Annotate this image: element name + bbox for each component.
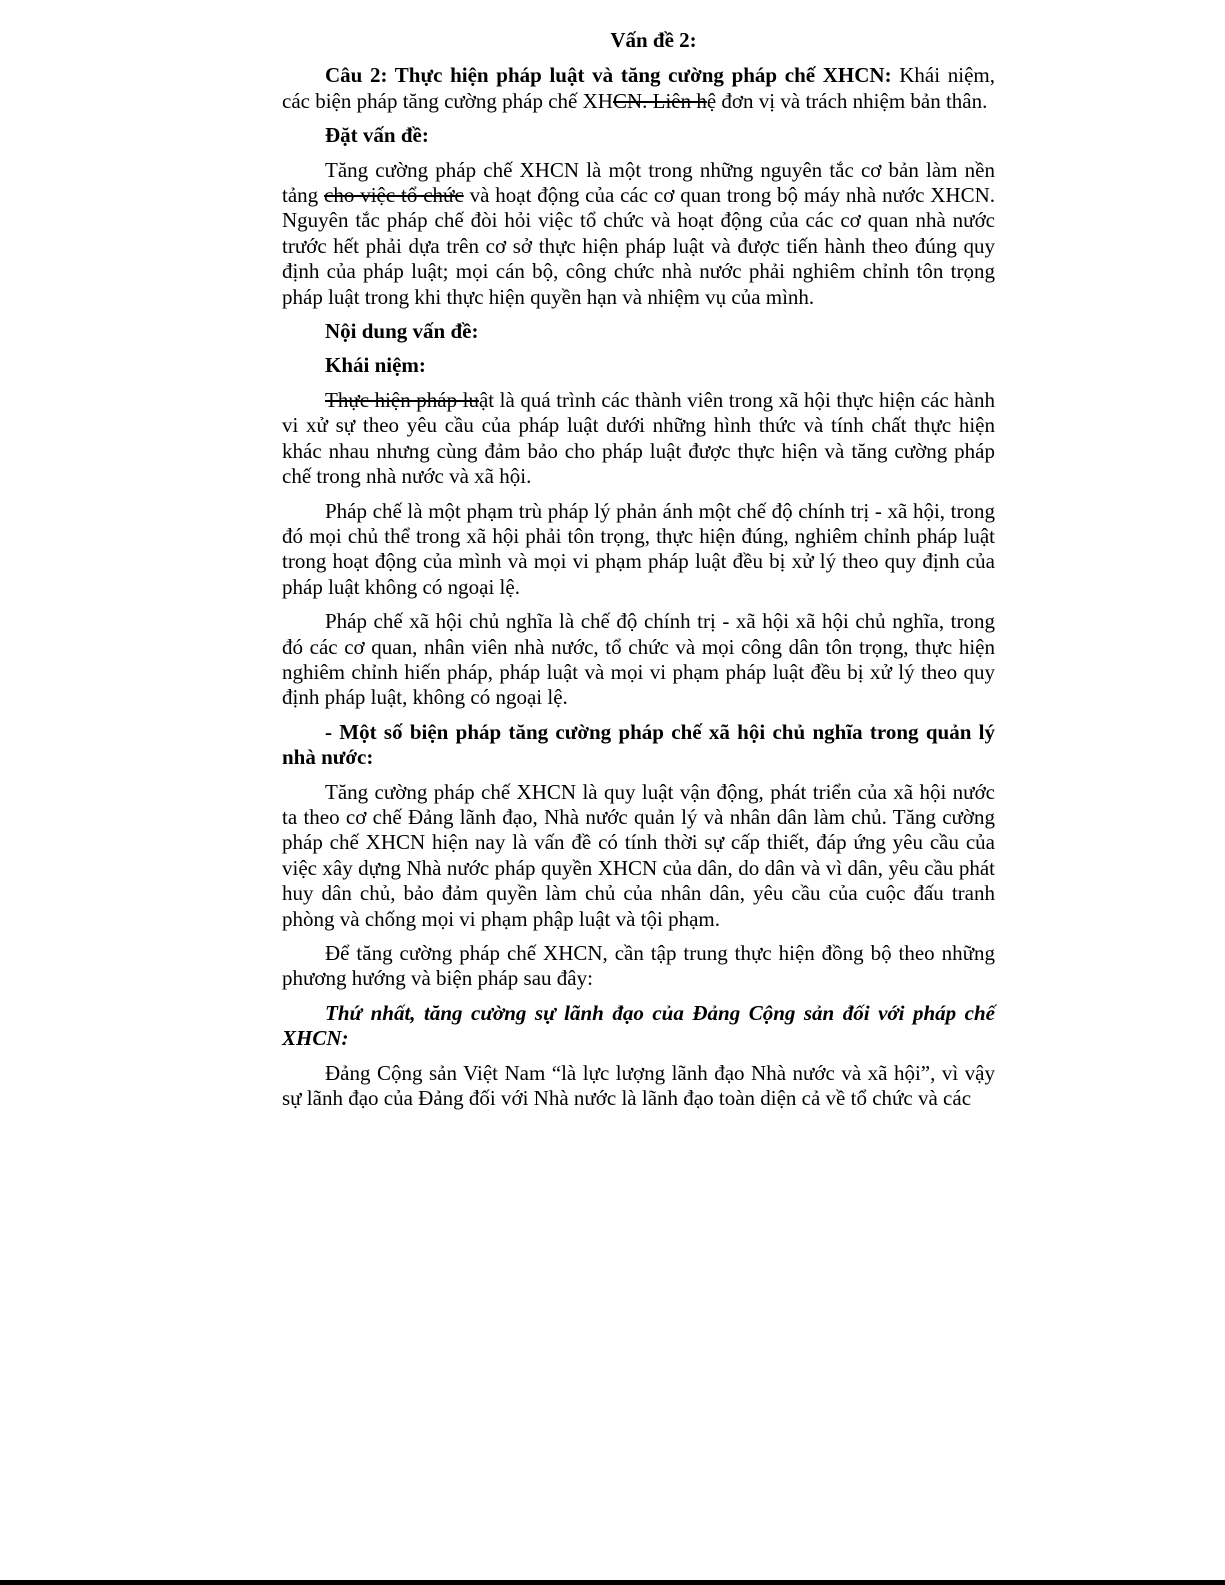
heading-first-measure: Thứ nhất, tăng cường sự lãnh đạo của Đảng Cộng sản đối với pháp chế XHCN: — [282, 1000, 995, 1051]
question-paragraph — [282, 63, 995, 114]
question-struck-text: CN. Liên h — [612, 88, 707, 113]
question-label: Câu 2: Thực hiện pháp luật và tăng cường pháp chế XHCN: — [325, 63, 892, 88]
phap-che-paragraph: Pháp chế là một phạm trù pháp lý phản ánh một chế độ chính trị - xã hội, trong đó mọi chủ thể trong xã hội phải tôn trọng, thực hiện đúng, nghiêm chỉnh pháp luật trong hoạt động của mình và mọi vi phạm pháp luật đều bị xử lý theo quy định của pháp luật không có ngoại lệ. — [282, 498, 995, 599]
heading-concept: Khái niệm: — [325, 353, 426, 378]
phap-che-xhcn-paragraph: Pháp chế xã hội chủ nghĩa là chế độ chính trị - xã hội xã hội chủ nghĩa, trong đó các cơ quan, nhân viên nhà nước, tổ chức và mọi công dân tôn trọng, thực hiện nghiêm chỉnh hiến pháp, pháp luật và mọi vi phạm pháp luật đều bị xử lý theo quy định pháp luật, không có ngoại lệ. — [282, 609, 995, 710]
concept-paragraph — [282, 388, 995, 490]
concept-struck-text: Thực hiện pháp lu — [325, 387, 479, 412]
question-rest-a: Khái niệm, các biện pháp tăng cường pháp chế XH — [282, 63, 995, 113]
question-rest-b: ệ đơn vị và trách nhiệm bản thân. — [706, 88, 988, 113]
document-page — [282, 24, 995, 1120]
measures-paragraph-1: Tăng cường pháp chế XHCN là quy luật vận động, phát triển của xã hội nước ta theo cơ chế Đảng lãnh đạo, Nhà nước quản lý và nhân dân làm chủ. Tăng cường pháp chế XHCN hiện nay là vấn đề có tính thời sự cấp thiết, đáp ứng yêu cầu của việc xây dựng Nhà nước pháp quyền XHCN của dân, do dân và vì dân, yêu cầu phát huy dân chủ, bảo đảm quyền làm chủ của nhân dân, yêu cầu của cuộc đấu tranh phòng và chống mọi vi phạm phập luật và tội phạm. — [282, 779, 995, 931]
heading-content: Nội dung vấn đề: — [325, 319, 479, 344]
measures-paragraph-2: Để tăng cường pháp chế XHCN, cần tập trung thực hiện đồng bộ theo những phương hướng và biện pháp sau đây: — [282, 941, 995, 991]
intro-paragraph — [282, 158, 995, 310]
heading-intro: Đặt vấn đề: — [325, 123, 429, 148]
concept-rest: ật là quá trình các thành viên trong xã hội thực hiện các hành vi xử sự theo yêu cầu của pháp luật dưới những hình thức và tính chất thực hiện khác nhau nhưng cùng đảm bảo cho pháp luật được thực hiện và tăng cường pháp chế trong nhà nước và xã hội. — [282, 387, 996, 489]
intro-part-a: Tăng cường pháp chế XHCN là một trong những nguyên tắc cơ bản làm nền tảng — [282, 157, 995, 208]
first-measure-paragraph: Đảng Cộng sản Việt Nam “là lực lượng lãnh đạo Nhà nước và xã hội”, vì vậy sự lãnh đạo của Đảng đối với Nhà nước là lãnh đạo toàn diện cả về tổ chức và các — [282, 1060, 995, 1111]
page-bottom-border — [0, 1580, 1225, 1585]
intro-part-b: và hoạt động của các cơ quan trong bộ máy nhà nước XHCN. Nguyên tắc pháp chế đòi hỏi việc tổ chức và hoạt động của các cơ quan nhà nước trước hết phải dựa trên cơ sở thực hiện pháp luật và được tiến hành theo đúng quy định của pháp luật; mọi cán bộ, công chức nhà nước phải nghiêm chỉnh tôn trọng pháp luật trong khi thực hiện quyền hạn và nhiệm vụ của mình. — [282, 183, 996, 309]
page-title: Vấn đề 2: — [610, 28, 697, 52]
intro-struck-text: cho việc tổ chức — [324, 183, 464, 208]
heading-measures: - Một số biện pháp tăng cường pháp chế xã hội chủ nghĩa trong quản lý nhà nước: — [282, 719, 995, 770]
